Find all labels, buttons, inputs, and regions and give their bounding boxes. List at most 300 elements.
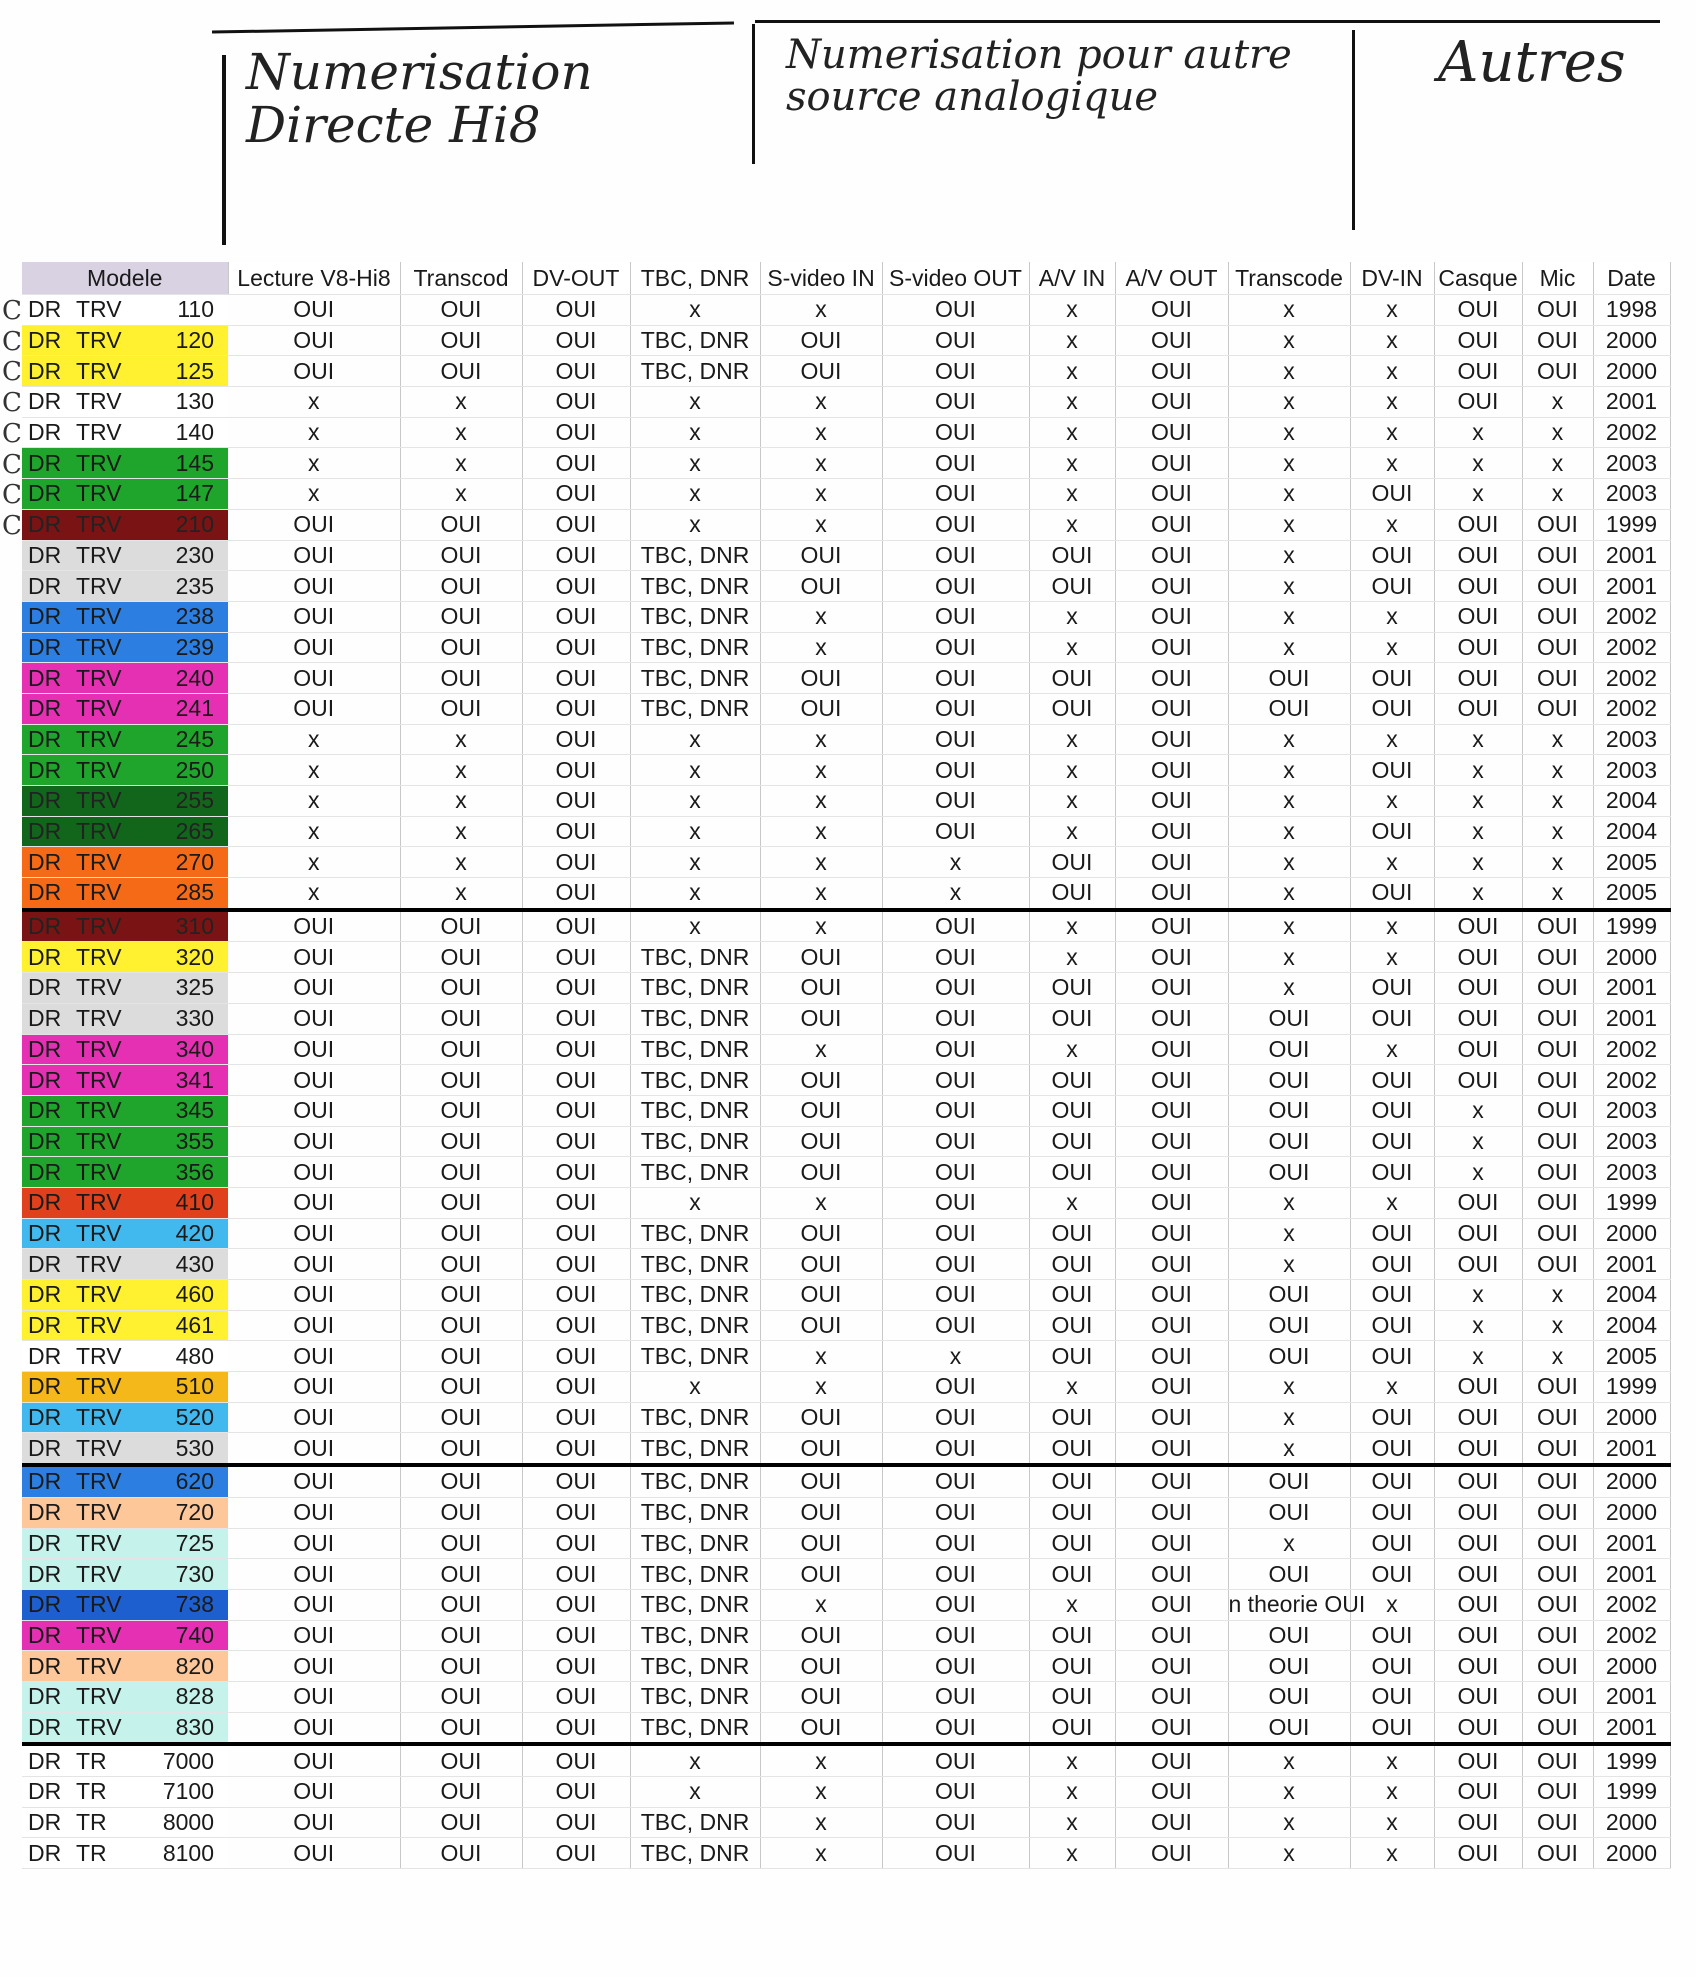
- cell-dv-in: OUI: [1350, 1218, 1434, 1249]
- model-series: TRV: [70, 1095, 138, 1126]
- cell-svideo-out: OUI: [882, 1034, 1029, 1065]
- model-number: 320: [138, 942, 228, 973]
- cell-av-in: x: [1029, 1372, 1115, 1403]
- cell-transcod: OUI: [400, 1218, 522, 1249]
- cell-transcod: OUI: [400, 1838, 522, 1869]
- cell-tbc-dnr: x: [630, 816, 760, 847]
- cell-mic: x: [1522, 755, 1593, 786]
- cell-casque: x: [1434, 448, 1522, 479]
- cell-lecture: x: [228, 878, 400, 910]
- cell-transcod: OUI: [400, 1372, 522, 1403]
- cell-svideo-in: OUI: [760, 1528, 882, 1559]
- model-prefix: DR: [22, 1433, 70, 1465]
- cell-av-in: OUI: [1029, 1095, 1115, 1126]
- cell-date: 2001: [1593, 1003, 1670, 1034]
- model-prefix: DR: [22, 1620, 70, 1651]
- cell-lecture: OUI: [228, 1838, 400, 1869]
- cell-transcod: OUI: [400, 1559, 522, 1590]
- cell-av-out: OUI: [1115, 1310, 1228, 1341]
- cell-dv-out: OUI: [522, 448, 630, 479]
- cell-lecture: x: [228, 479, 400, 510]
- check-mark: C: [2, 296, 22, 326]
- cell-svideo-out: OUI: [882, 387, 1029, 418]
- cell-casque: OUI: [1434, 387, 1522, 418]
- cell-transcod: OUI: [400, 663, 522, 694]
- cell-svideo-out: OUI: [882, 1681, 1029, 1712]
- cell-date: 2004: [1593, 1280, 1670, 1311]
- cell-mic: OUI: [1522, 1777, 1593, 1808]
- model-number: 8100: [138, 1838, 228, 1869]
- cell-dv-in: OUI: [1350, 1497, 1434, 1528]
- hand-divider-left: [222, 55, 226, 245]
- cell-transcode: OUI: [1228, 1712, 1350, 1744]
- check-mark: C: [2, 388, 22, 419]
- cell-dv-in: x: [1350, 387, 1434, 418]
- cell-mic: OUI: [1522, 632, 1593, 663]
- model-number: 341: [138, 1065, 228, 1096]
- cell-mic: OUI: [1522, 601, 1593, 632]
- cell-transcod: OUI: [400, 1187, 522, 1218]
- cell-av-out: OUI: [1115, 356, 1228, 387]
- model-series: TRV: [70, 1065, 138, 1096]
- cell-dv-out: OUI: [522, 1589, 630, 1620]
- model-series: TR: [70, 1807, 138, 1838]
- model-series: TRV: [70, 1310, 138, 1341]
- cell-svideo-out: OUI: [882, 1559, 1029, 1590]
- cell-av-out: OUI: [1115, 1744, 1228, 1776]
- cell-casque: OUI: [1434, 1807, 1522, 1838]
- cell-dv-in: OUI: [1350, 1651, 1434, 1682]
- cell-casque: x: [1434, 417, 1522, 448]
- cell-svideo-in: OUI: [760, 1402, 882, 1433]
- cell-transcod: OUI: [400, 1402, 522, 1433]
- cell-dv-out: OUI: [522, 755, 630, 786]
- cell-casque: OUI: [1434, 295, 1522, 326]
- cell-lecture: OUI: [228, 1497, 400, 1528]
- cell-transcode: x: [1228, 1433, 1350, 1465]
- cell-date: 2000: [1593, 325, 1670, 356]
- model-prefix: DR: [22, 1528, 70, 1559]
- cell-dv-out: OUI: [522, 1372, 630, 1403]
- table-row: [22, 1126, 1670, 1157]
- cell-av-in: OUI: [1029, 878, 1115, 910]
- table-body: [22, 295, 1670, 1869]
- cell-lecture: OUI: [228, 571, 400, 602]
- table-row: [22, 724, 1670, 755]
- handwritten-col3-title: [1438, 30, 1638, 95]
- cell-date: 2002: [1593, 1034, 1670, 1065]
- cell-casque: OUI: [1434, 1589, 1522, 1620]
- cell-casque: OUI: [1434, 1712, 1522, 1744]
- cell-transcode: OUI: [1228, 1126, 1350, 1157]
- cell-transcode: x: [1228, 356, 1350, 387]
- cell-tbc-dnr: TBC, DNR: [630, 1003, 760, 1034]
- cell-date: 1999: [1593, 1372, 1670, 1403]
- cell-dv-in: x: [1350, 910, 1434, 942]
- cell-dv-out: OUI: [522, 632, 630, 663]
- cell-mic: OUI: [1522, 1249, 1593, 1280]
- model-number: 240: [138, 663, 228, 694]
- cell-lecture: OUI: [228, 1341, 400, 1372]
- cell-mic: OUI: [1522, 663, 1593, 694]
- handwritten-col2-text: Numerisation pour autre source analogique: [786, 32, 1292, 120]
- cell-mic: x: [1522, 1341, 1593, 1372]
- header-svideo-out: S-video OUT: [882, 262, 1029, 295]
- cell-tbc-dnr: x: [630, 755, 760, 786]
- model-series: TRV: [70, 1341, 138, 1372]
- table-row: [22, 973, 1670, 1004]
- cell-av-in: OUI: [1029, 1157, 1115, 1188]
- cell-transcod: x: [400, 417, 522, 448]
- cell-casque: OUI: [1434, 973, 1522, 1004]
- cell-mic: OUI: [1522, 1095, 1593, 1126]
- cell-svideo-in: x: [760, 1777, 882, 1808]
- model-series: TRV: [70, 1249, 138, 1280]
- model-series: TRV: [70, 540, 138, 571]
- cell-date: 1999: [1593, 1187, 1670, 1218]
- cell-av-out: OUI: [1115, 479, 1228, 510]
- cell-mic: OUI: [1522, 509, 1593, 540]
- cell-date: 2001: [1593, 1528, 1670, 1559]
- cell-mic: OUI: [1522, 1589, 1593, 1620]
- cell-svideo-out: x: [882, 878, 1029, 910]
- cell-mic: OUI: [1522, 693, 1593, 724]
- cell-casque: OUI: [1434, 1681, 1522, 1712]
- header-transcod: Transcod: [400, 262, 522, 295]
- model-prefix: DR: [22, 786, 70, 817]
- cell-tbc-dnr: TBC, DNR: [630, 571, 760, 602]
- cell-dv-in: OUI: [1350, 479, 1434, 510]
- cell-svideo-out: OUI: [882, 1065, 1029, 1096]
- cell-svideo-out: OUI: [882, 417, 1029, 448]
- cell-svideo-out: OUI: [882, 1838, 1029, 1869]
- cell-casque: x: [1434, 479, 1522, 510]
- cell-svideo-out: OUI: [882, 1003, 1029, 1034]
- cell-date: 2000: [1593, 1465, 1670, 1497]
- cell-dv-out: OUI: [522, 1528, 630, 1559]
- model-series: TRV: [70, 325, 138, 356]
- cell-av-out: OUI: [1115, 1218, 1228, 1249]
- cell-svideo-out: OUI: [882, 910, 1029, 942]
- cell-casque: OUI: [1434, 1744, 1522, 1776]
- cell-casque: OUI: [1434, 1187, 1522, 1218]
- model-prefix: DR: [22, 847, 70, 878]
- model-number: 345: [138, 1095, 228, 1126]
- table-row: [22, 1372, 1670, 1403]
- cell-dv-in: x: [1350, 942, 1434, 973]
- cell-casque: x: [1434, 1126, 1522, 1157]
- table-row: [22, 942, 1670, 973]
- cell-av-out: OUI: [1115, 693, 1228, 724]
- cell-dv-in: OUI: [1350, 1681, 1434, 1712]
- cell-transcode: n theorie OUI: [1228, 1589, 1350, 1620]
- model-series: TRV: [70, 1620, 138, 1651]
- cell-av-in: OUI: [1029, 973, 1115, 1004]
- cell-svideo-out: OUI: [882, 601, 1029, 632]
- table-row: [22, 878, 1670, 910]
- cell-transcode: x: [1228, 816, 1350, 847]
- cell-transcod: OUI: [400, 1651, 522, 1682]
- model-prefix: DR: [22, 1280, 70, 1311]
- cell-tbc-dnr: x: [630, 910, 760, 942]
- cell-dv-in: x: [1350, 1589, 1434, 1620]
- table-row: [22, 417, 1670, 448]
- table-row: [22, 295, 1670, 326]
- cell-av-in: x: [1029, 724, 1115, 755]
- cell-mic: x: [1522, 1310, 1593, 1341]
- cell-svideo-out: OUI: [882, 1651, 1029, 1682]
- table-row: [22, 1310, 1670, 1341]
- cell-tbc-dnr: x: [630, 786, 760, 817]
- model-series: TRV: [70, 1126, 138, 1157]
- cell-transcod: OUI: [400, 973, 522, 1004]
- cell-casque: x: [1434, 1280, 1522, 1311]
- cell-dv-out: OUI: [522, 1402, 630, 1433]
- cell-transcod: OUI: [400, 325, 522, 356]
- cell-av-out: OUI: [1115, 1651, 1228, 1682]
- model-series: TRV: [70, 1559, 138, 1590]
- table-row: [22, 847, 1670, 878]
- model-number: 250: [138, 755, 228, 786]
- cell-transcod: OUI: [400, 1744, 522, 1776]
- model-prefix: DR: [22, 509, 70, 540]
- cell-transcode: x: [1228, 295, 1350, 326]
- model-series: TRV: [70, 816, 138, 847]
- cell-dv-in: OUI: [1350, 1433, 1434, 1465]
- cell-tbc-dnr: x: [630, 295, 760, 326]
- cell-transcode: OUI: [1228, 693, 1350, 724]
- cell-lecture: OUI: [228, 663, 400, 694]
- cell-svideo-in: OUI: [760, 1651, 882, 1682]
- model-prefix: DR: [22, 632, 70, 663]
- cell-dv-out: OUI: [522, 295, 630, 326]
- cell-av-in: x: [1029, 448, 1115, 479]
- cell-lecture: OUI: [228, 1003, 400, 1034]
- cell-date: 2002: [1593, 417, 1670, 448]
- cell-av-out: OUI: [1115, 1433, 1228, 1465]
- cell-date: 2000: [1593, 1651, 1670, 1682]
- cell-svideo-out: OUI: [882, 1497, 1029, 1528]
- cell-transcod: OUI: [400, 1777, 522, 1808]
- cell-dv-in: OUI: [1350, 1528, 1434, 1559]
- model-series: TRV: [70, 1280, 138, 1311]
- cell-svideo-out: OUI: [882, 1218, 1029, 1249]
- cell-casque: OUI: [1434, 942, 1522, 973]
- cell-mic: OUI: [1522, 1651, 1593, 1682]
- model-series: TRV: [70, 973, 138, 1004]
- cell-svideo-out: OUI: [882, 1465, 1029, 1497]
- cell-dv-in: OUI: [1350, 1280, 1434, 1311]
- model-prefix: DR: [22, 1065, 70, 1096]
- cell-casque: OUI: [1434, 1433, 1522, 1465]
- cell-svideo-out: OUI: [882, 1310, 1029, 1341]
- cell-dv-out: OUI: [522, 1341, 630, 1372]
- cell-mic: OUI: [1522, 1034, 1593, 1065]
- cell-svideo-out: OUI: [882, 1372, 1029, 1403]
- cell-dv-out: OUI: [522, 1838, 630, 1869]
- cell-av-in: OUI: [1029, 1126, 1115, 1157]
- table-row: [22, 1777, 1670, 1808]
- table-row: [22, 571, 1670, 602]
- cell-av-in: OUI: [1029, 1559, 1115, 1590]
- cell-transcode: x: [1228, 1187, 1350, 1218]
- cell-av-in: x: [1029, 1034, 1115, 1065]
- cell-transcode: x: [1228, 1807, 1350, 1838]
- model-series: TRV: [70, 571, 138, 602]
- cell-svideo-in: OUI: [760, 1559, 882, 1590]
- cell-lecture: OUI: [228, 1249, 400, 1280]
- cell-dv-out: OUI: [522, 601, 630, 632]
- cell-svideo-out: OUI: [882, 571, 1029, 602]
- cell-transcode: x: [1228, 1744, 1350, 1776]
- cell-mic: x: [1522, 387, 1593, 418]
- cell-transcod: OUI: [400, 1065, 522, 1096]
- cell-av-in: OUI: [1029, 847, 1115, 878]
- model-series: TRV: [70, 1465, 138, 1497]
- cell-svideo-in: OUI: [760, 1157, 882, 1188]
- cell-mic: x: [1522, 816, 1593, 847]
- cell-casque: OUI: [1434, 693, 1522, 724]
- cell-av-in: OUI: [1029, 1218, 1115, 1249]
- cell-dv-in: x: [1350, 325, 1434, 356]
- cell-tbc-dnr: x: [630, 1777, 760, 1808]
- table-row: [22, 1341, 1670, 1372]
- cell-mic: OUI: [1522, 910, 1593, 942]
- cell-av-out: OUI: [1115, 1095, 1228, 1126]
- handwritten-col3-text: Autres: [1438, 30, 1626, 95]
- table-row: [22, 1528, 1670, 1559]
- model-prefix: DR: [22, 1744, 70, 1776]
- cell-date: 2001: [1593, 973, 1670, 1004]
- cell-dv-in: x: [1350, 1372, 1434, 1403]
- header-transcode: Transcode: [1228, 262, 1350, 295]
- cell-av-out: OUI: [1115, 724, 1228, 755]
- cell-dv-in: OUI: [1350, 816, 1434, 847]
- cell-date: 1999: [1593, 910, 1670, 942]
- cell-casque: x: [1434, 724, 1522, 755]
- cell-svideo-in: x: [760, 878, 882, 910]
- model-series: TR: [70, 1777, 138, 1808]
- cell-svideo-in: OUI: [760, 1095, 882, 1126]
- cell-dv-out: OUI: [522, 1497, 630, 1528]
- cell-casque: x: [1434, 1341, 1522, 1372]
- cell-av-out: OUI: [1115, 973, 1228, 1004]
- cell-svideo-in: OUI: [760, 1497, 882, 1528]
- cell-tbc-dnr: TBC, DNR: [630, 1065, 760, 1096]
- cell-tbc-dnr: TBC, DNR: [630, 1402, 760, 1433]
- cell-dv-in: OUI: [1350, 755, 1434, 786]
- cell-av-out: OUI: [1115, 1777, 1228, 1808]
- cell-av-in: OUI: [1029, 1249, 1115, 1280]
- cell-date: 2002: [1593, 1065, 1670, 1096]
- cell-transcode: x: [1228, 325, 1350, 356]
- cell-casque: x: [1434, 878, 1522, 910]
- cell-av-out: OUI: [1115, 1712, 1228, 1744]
- model-prefix: DR: [22, 1157, 70, 1188]
- model-series: TRV: [70, 387, 138, 418]
- cell-svideo-in: OUI: [760, 571, 882, 602]
- cell-date: 2000: [1593, 1497, 1670, 1528]
- table-row: [22, 1712, 1670, 1744]
- cell-av-in: OUI: [1029, 693, 1115, 724]
- cell-av-in: OUI: [1029, 1651, 1115, 1682]
- table-row: [22, 1807, 1670, 1838]
- cell-svideo-in: x: [760, 724, 882, 755]
- cell-casque: x: [1434, 755, 1522, 786]
- cell-transcod: OUI: [400, 601, 522, 632]
- table-row: [22, 1280, 1670, 1311]
- cell-dv-in: OUI: [1350, 1249, 1434, 1280]
- cell-tbc-dnr: TBC, DNR: [630, 1280, 760, 1311]
- cell-svideo-in: OUI: [760, 1249, 882, 1280]
- cell-tbc-dnr: x: [630, 724, 760, 755]
- cell-transcode: OUI: [1228, 1681, 1350, 1712]
- model-prefix: DR: [22, 1559, 70, 1590]
- cell-av-out: OUI: [1115, 1465, 1228, 1497]
- cell-tbc-dnr: TBC, DNR: [630, 632, 760, 663]
- cell-tbc-dnr: x: [630, 387, 760, 418]
- cell-date: 2002: [1593, 632, 1670, 663]
- cell-av-in: OUI: [1029, 1341, 1115, 1372]
- cell-svideo-out: OUI: [882, 693, 1029, 724]
- model-series: TRV: [70, 1712, 138, 1744]
- cell-casque: OUI: [1434, 1838, 1522, 1869]
- cell-av-out: OUI: [1115, 755, 1228, 786]
- model-number: 325: [138, 973, 228, 1004]
- cell-svideo-out: OUI: [882, 1777, 1029, 1808]
- cell-transcod: OUI: [400, 1620, 522, 1651]
- model-prefix: DR: [22, 1218, 70, 1249]
- table-row: [22, 540, 1670, 571]
- cell-mic: OUI: [1522, 1126, 1593, 1157]
- model-prefix: DR: [22, 1712, 70, 1744]
- cell-transcode: x: [1228, 1528, 1350, 1559]
- cell-av-in: OUI: [1029, 1280, 1115, 1311]
- cell-svideo-out: OUI: [882, 1620, 1029, 1651]
- cell-lecture: OUI: [228, 1620, 400, 1651]
- cell-av-in: OUI: [1029, 1712, 1115, 1744]
- cell-svideo-out: OUI: [882, 663, 1029, 694]
- cell-transcod: OUI: [400, 1310, 522, 1341]
- cell-svideo-in: x: [760, 816, 882, 847]
- cell-tbc-dnr: TBC, DNR: [630, 540, 760, 571]
- model-number: 235: [138, 571, 228, 602]
- cell-lecture: x: [228, 387, 400, 418]
- cell-dv-in: OUI: [1350, 1157, 1434, 1188]
- table-row: [22, 1249, 1670, 1280]
- cell-svideo-out: OUI: [882, 1095, 1029, 1126]
- cell-av-out: OUI: [1115, 1341, 1228, 1372]
- model-series: TRV: [70, 295, 138, 326]
- cell-date: 1999: [1593, 509, 1670, 540]
- cell-av-out: OUI: [1115, 325, 1228, 356]
- cell-dv-in: OUI: [1350, 693, 1434, 724]
- cell-lecture: OUI: [228, 601, 400, 632]
- cell-casque: OUI: [1434, 1372, 1522, 1403]
- cell-dv-out: OUI: [522, 1744, 630, 1776]
- cell-av-out: OUI: [1115, 910, 1228, 942]
- cell-svideo-out: OUI: [882, 1433, 1029, 1465]
- cell-lecture: OUI: [228, 1372, 400, 1403]
- cell-casque: OUI: [1434, 1402, 1522, 1433]
- cell-av-in: OUI: [1029, 1003, 1115, 1034]
- table-row: [22, 356, 1670, 387]
- cell-av-out: OUI: [1115, 295, 1228, 326]
- cell-date: 2001: [1593, 1712, 1670, 1744]
- cell-av-out: OUI: [1115, 1838, 1228, 1869]
- cell-dv-in: OUI: [1350, 1065, 1434, 1096]
- cell-dv-out: OUI: [522, 1157, 630, 1188]
